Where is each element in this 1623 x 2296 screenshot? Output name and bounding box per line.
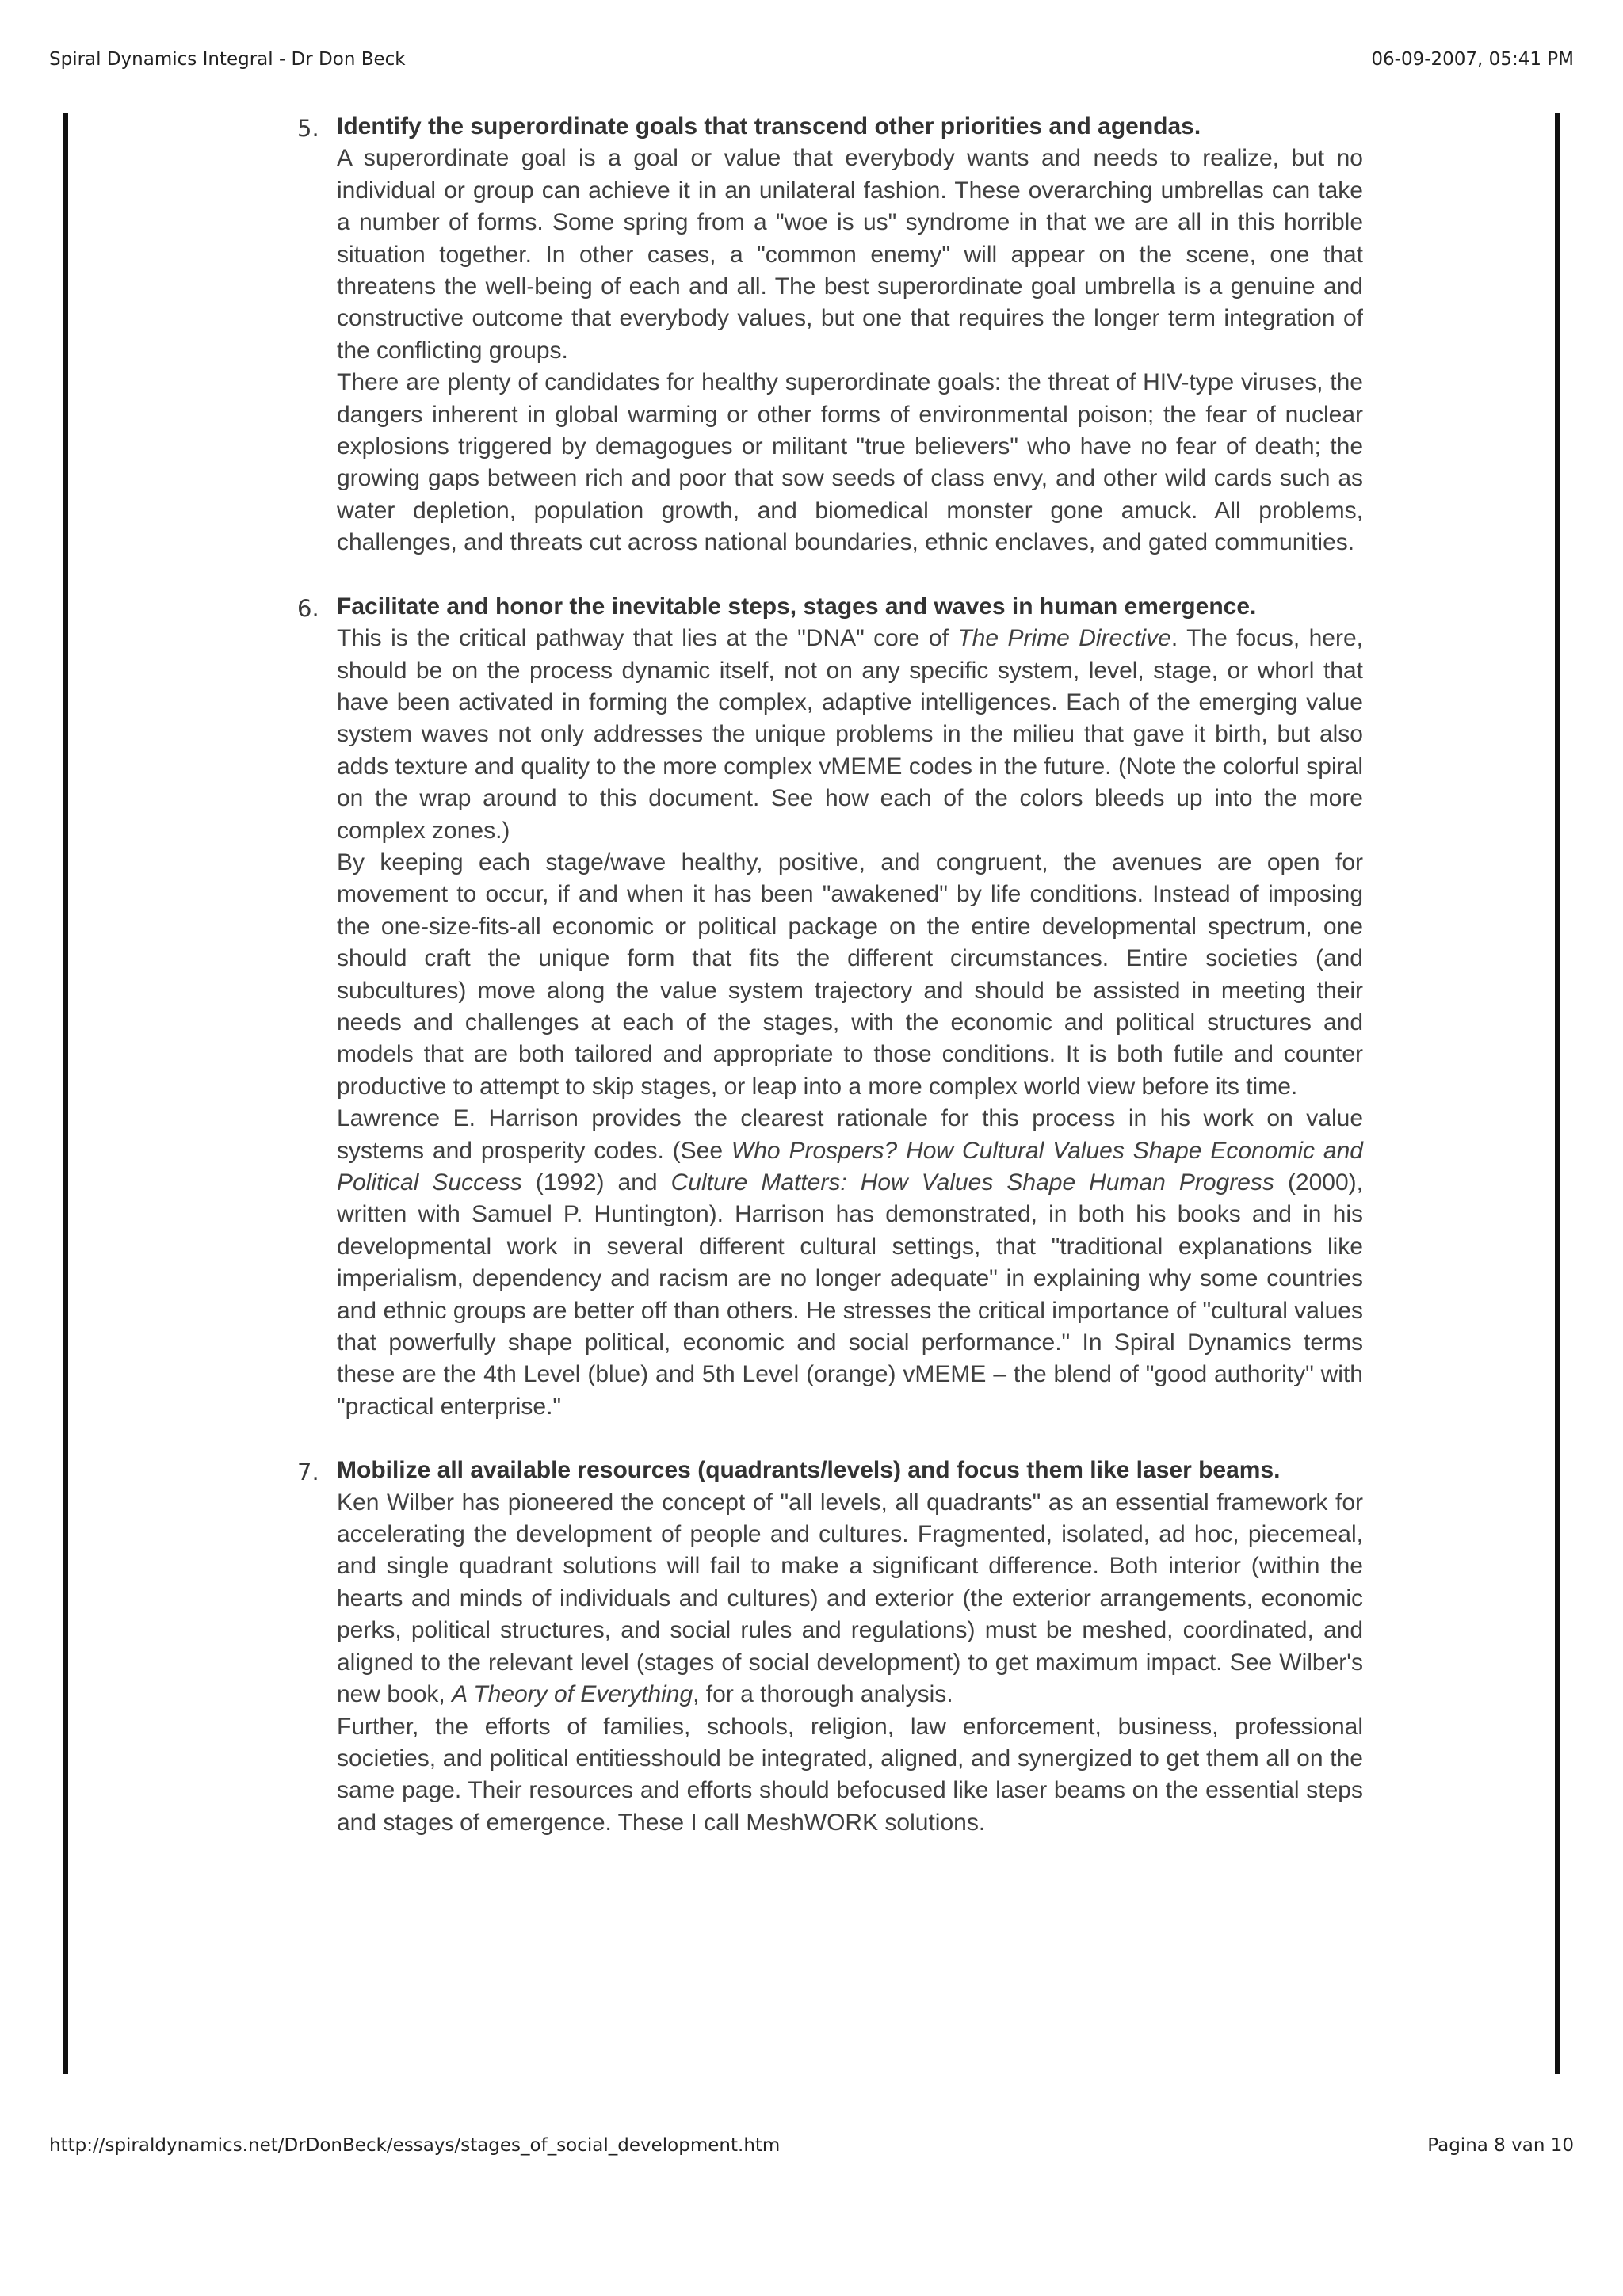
list-item-5: [297, 111, 1363, 559]
text-run: , for a thorough analysis.: [693, 1681, 953, 1708]
book-title: A Theory of Everything: [452, 1681, 693, 1708]
text-run: This is the critical pathway that lies at the "DNA" core of: [337, 625, 958, 652]
item-paragraph: There are plenty of candidates for healthy superordinate goals: the threat of HIV-type viruses, the dangers inherent in global warming or other forms of environmental poison; the fear of nuclear explosions triggered by demagogues or militant "true believers" who have no fear of death; the growing gaps between rich and poor that sow seeds of class envy, and other wild cards such as water depletion, population growth, and biomedical monster gone amuck. All problems, challenges, and threats cut across national boundaries, ethnic enclaves, and gated communities.: [337, 369, 1363, 556]
item-number: 5.: [297, 115, 319, 142]
item-paragraph: Further, the efforts of families, schools, religion, law enforcement, business, professional societies, and political entitiesshould be integrated, aligned, and synergized to get them all on the same page. Their resources and efforts should befocused like laser beams on the essential steps and stages of emergence. These I call MeshWORK solutions.: [337, 1713, 1363, 1836]
text-run: Lawrence E. Harrison provides the clearest rationale for this process in his work on value systems and prosperity codes. (See: [337, 1105, 1363, 1164]
item-number: 6.: [297, 594, 319, 622]
book-title: Who Prospers? How Cultural Values Shape Economic and Political Success: [337, 1137, 1363, 1196]
book-title: The Prime Directive: [957, 625, 1171, 652]
text-run: Ken Wilber has pioneered the concept of "all levels, all quadrants" as an essential framework for accelerating the development of people and cultures. Fragmented, isolated, ad hoc, piecemeal, and single quadrant solutions will fail to make a significant difference. Both interior (within the hearts and minds of individuals and cultures) and exterior (the exterior arrangements, economic perks, political structures, and social rules and regulations) must be meshed, coordinated, and aligned to the relevant level (stages of social development) to get maximum impact. See Wilber's new book,: [337, 1489, 1363, 1708]
article-content: [297, 111, 1363, 1871]
item-paragraph: By keeping each stage/wave healthy, positive, and congruent, the avenues are open for movement to occur, if and when it has been "awakened" by life conditions. Instead of imposing the one-size-fits-all economic or political package on the entire developmental spectrum, one should craft the unique form that fits the different circumstances. Entire societies (and subcultures) move along the value system trajectory and should be assisted in meeting their needs and challenges at each of the stages, with the economic and political structures and models that are both tailored and appropriate to those conditions. It is both futile and counter productive to attempt to skip stages, or leap into a more complex world view before its time.: [337, 849, 1363, 1100]
item-paragraph: A superordinate goal is a goal or value that everybody wants and needs to realize, but no individual or group can achieve it in an unilateral fashion. These overarching umbrellas can take a number of forms. Some spring from a "woe is us" syndrome in that we are all in this horrible situation together. In other cases, a "common enemy" will appear on the scene, one that threatens the well-being of each and all. The best superordinate goal umbrella is a genuine and constructive outcome that everybody values, but one that requires the longer term integration of the conflicting groups.: [337, 145, 1363, 364]
list-item-6: [297, 591, 1363, 1424]
page-header-timestamp: 06-09-2007, 05:41 PM: [1371, 49, 1574, 70]
text-run: (2000), written with Samuel P. Huntington). Harrison has demonstrated, in both his books and in his developmental work in several different cultural settings, that "traditional explanations like imperialism, dependency and racism are no longer adequate" in explaining why some countries and ethnic groups are better off than others. He stresses the critical importance of "cultural values that powerfully shape political, economic and social performance." In Spiral Dynamics terms these are the 4th Level (blue) and 5th Level (orange) vMEME – the blend of "good authority" with "practical enterprise.": [337, 1169, 1363, 1420]
page-footer-page-number: Pagina 8 van 10: [1427, 2135, 1574, 2156]
item-heading: Identify the superordinate goals that transcend other priorities and agendas.: [337, 113, 1201, 139]
item-paragraph: [337, 1487, 1363, 1711]
item-paragraph: [337, 623, 1363, 847]
item-heading: Mobilize all available resources (quadrants/levels) and focus them like laser beams.: [337, 1457, 1281, 1484]
list-item-7: [297, 1455, 1363, 1839]
book-title: Culture Matters: How Values Shape Human Progress: [670, 1169, 1274, 1196]
item-paragraph: [337, 1103, 1363, 1423]
right-border-rule: [1555, 113, 1560, 2074]
page-footer-url: http://spiraldynamics.net/DrDonBeck/essays/stages_of_social_development.htm: [49, 2135, 781, 2156]
text-run: (1992) and: [521, 1169, 671, 1196]
item-heading: Facilitate and honor the inevitable steps, stages and waves in human emergence.: [337, 593, 1257, 620]
page-header-title: Spiral Dynamics Integral - Dr Don Beck: [49, 49, 406, 70]
item-number: 7.: [297, 1459, 319, 1486]
text-run: . The focus, here, should be on the process dynamic itself, not on any specific system, level, stage, or whorl that have been activated in forming the complex, adaptive intelligences. Each of the emerging value system waves not only addresses the unique problems in the milieu that gave it birth, but also adds texture and quality to the more complex vMEME codes in the future. (Note the colorful spiral on the wrap around to this document. See how each of the colors bleeds up into the more complex zones.): [337, 625, 1363, 844]
left-border-rule: [63, 113, 68, 2074]
